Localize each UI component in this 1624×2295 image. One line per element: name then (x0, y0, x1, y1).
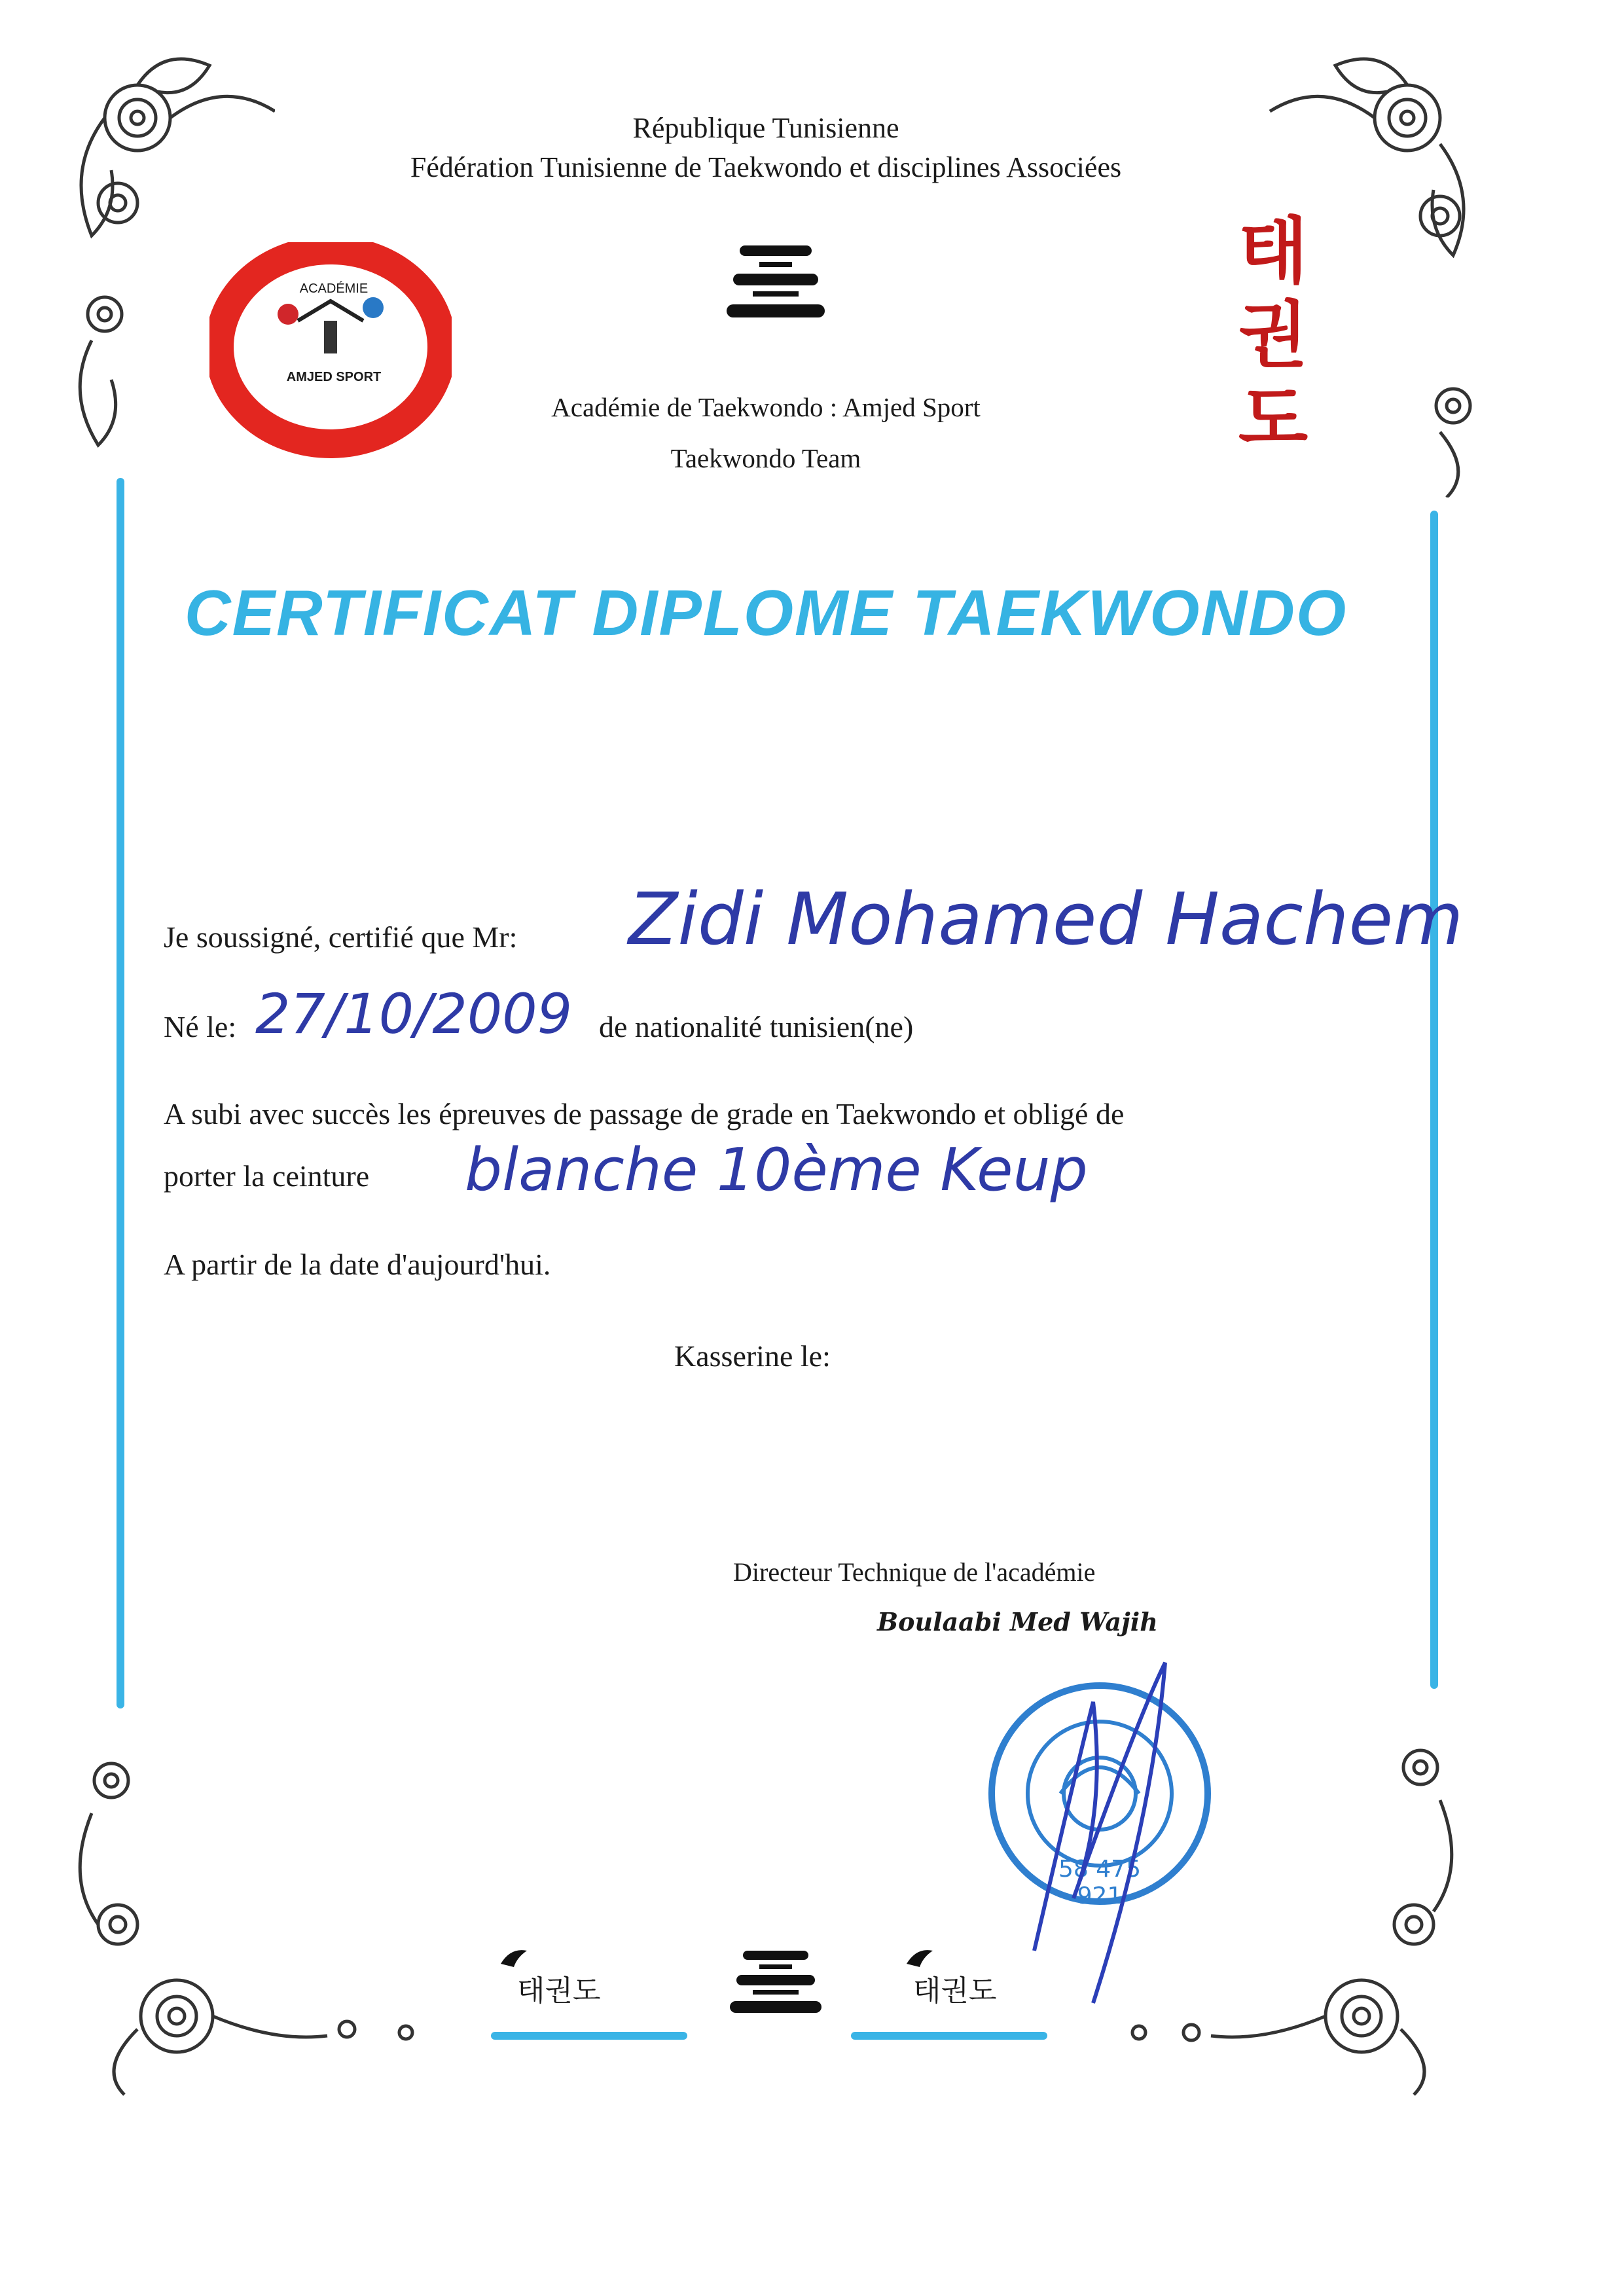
logo-text-top: ACADÉMIE (299, 281, 369, 296)
frame-bottom-bar-left (491, 2032, 687, 2040)
belt-value-handwritten: blanche 10ème Keup (465, 1136, 1088, 1204)
signature-scribble (995, 1650, 1191, 2016)
footer-hangul-right: 태권도 (913, 1974, 997, 2008)
header-federation: Fédération Tunisienne de Taekwondo et disciplines Associées (410, 151, 1122, 183)
frame-bottom-bar-right (851, 2032, 1047, 2040)
place-date-label: Kasserine le: (674, 1339, 831, 1373)
passage-text: A subi avec succès les épreuves de passage de grade en Taekwondo et obligé de (164, 1097, 1125, 1130)
hangul-char-2: 권 (1238, 293, 1308, 377)
corner-ornament-bottom-left (39, 1650, 497, 2108)
born-label: Né le: (164, 1010, 237, 1043)
header-republic: République Tunisienne (632, 112, 899, 144)
hangul-char-3: 도 (1238, 377, 1308, 461)
taekwondo-hangul-vertical (1231, 209, 1316, 461)
frame-left-bar (117, 478, 124, 1708)
footer-hangul-left: 태권도 (517, 1974, 601, 2008)
footer-logo-right-icon (903, 1944, 943, 1970)
footer-logo-left-icon (497, 1944, 537, 1970)
director-role: Directeur Technique de l'académie (733, 1557, 1096, 1587)
pagoda-icon (727, 242, 825, 340)
academy-logo (209, 242, 452, 458)
frame-right-bar (1430, 511, 1438, 1689)
belt-label: porter la ceinture (164, 1159, 370, 1193)
academy-name: Académie de Taekwondo : Amjed Sport (551, 392, 981, 422)
certify-value-handwritten: Zidi Mohamed Hachem (628, 877, 1464, 961)
certify-label: Je soussigné, certifié que Mr: (164, 920, 518, 954)
hangul-char-1: 태 (1238, 209, 1308, 293)
stamp-phone: 58 475 921 (1058, 1856, 1141, 1909)
born-value-handwritten: 27/10/2009 (255, 982, 573, 1046)
footer-pagoda-icon (730, 1947, 821, 2026)
certificate-title: CERTIFICAT DIPLOME TAEKWONDO (184, 577, 1348, 649)
logo-text-bottom: AMJED SPORT (286, 370, 382, 384)
nationality-text: de nationalité tunisien(ne) (599, 1010, 914, 1043)
academy-team: Taekwondo Team (670, 443, 861, 473)
director-name: Boulaabi Med Wajih (877, 1607, 1158, 1636)
from-date-text: A partir de la date d'aujourd'hui. (164, 1248, 551, 1281)
